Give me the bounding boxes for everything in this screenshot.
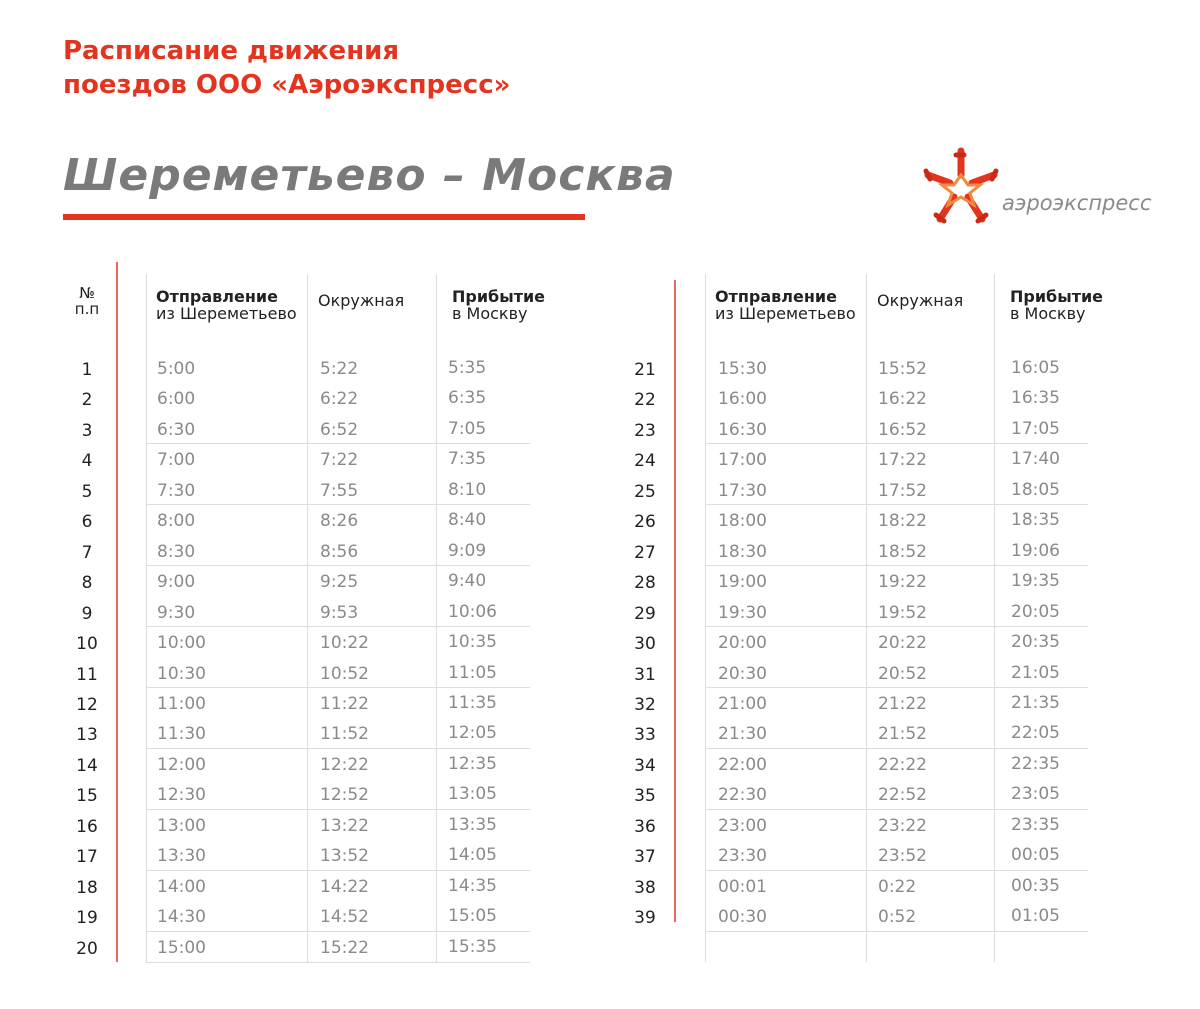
departure-time: 18:00	[718, 511, 767, 532]
okruzhnaya-time: 20:22	[878, 633, 927, 654]
row-number: 8	[81, 573, 93, 594]
arrival-time: 16:05	[1011, 358, 1060, 378]
column-header-departure	[715, 288, 856, 322]
departure-time: 6:00	[157, 389, 196, 410]
okruzhnaya-time: 9:25	[320, 572, 359, 593]
arrival-time: 13:35	[448, 814, 497, 835]
row-number: 21	[634, 360, 656, 380]
row-separator	[146, 809, 530, 810]
arrival-time: 22:05	[1011, 723, 1060, 744]
okruzhnaya-time: 10:52	[320, 663, 369, 684]
departure-time: 20:30	[718, 663, 767, 684]
okruzhnaya-time: 6:52	[320, 419, 359, 440]
header-line: Отправление	[156, 287, 278, 306]
arrival-time: 5:35	[448, 358, 487, 378]
row-separator	[146, 870, 530, 871]
row-separator	[705, 565, 1088, 566]
row-number: 32	[634, 694, 656, 715]
column-header-okruzhnaya	[318, 292, 404, 309]
number-header-line-2: п.п	[74, 300, 100, 318]
number-header	[67, 285, 107, 317]
departure-time: 12:30	[157, 785, 206, 806]
arrival-time: 00:35	[1011, 875, 1060, 896]
header-line: Отправление	[715, 287, 837, 306]
row-number: 22	[634, 390, 656, 411]
row-number: 16	[76, 816, 98, 837]
arrival-time: 14:05	[448, 845, 497, 866]
departure-time: 16:00	[718, 389, 767, 410]
departure-time: 17:00	[718, 450, 767, 471]
arrival-time: 12:35	[448, 753, 497, 774]
row-separator	[705, 687, 1088, 688]
departure-time: 8:00	[157, 511, 196, 532]
okruzhnaya-time: 9:53	[320, 602, 359, 623]
arrival-time: 9:09	[448, 540, 487, 561]
okruzhnaya-time: 18:22	[878, 511, 927, 532]
departure-time: 16:30	[718, 419, 767, 440]
row-number: 20	[76, 938, 98, 959]
arrival-time: 15:35	[448, 936, 497, 957]
okruzhnaya-time: 13:22	[320, 815, 369, 836]
departure-time: 19:30	[718, 602, 767, 623]
arrival-time: 16:35	[1011, 388, 1060, 409]
okruzhnaya-time: 11:22	[320, 693, 369, 714]
arrival-time: 22:35	[1011, 753, 1060, 774]
row-number: 9	[81, 603, 93, 624]
departure-time: 20:00	[718, 633, 767, 654]
column-header-arrival	[452, 288, 545, 322]
arrival-time: 10:35	[448, 632, 497, 653]
row-separator	[705, 443, 1088, 444]
okruzhnaya-time: 21:52	[878, 724, 927, 745]
document-heading	[63, 34, 510, 102]
arrival-time: 20:05	[1011, 601, 1060, 622]
arrival-time: 23:05	[1011, 784, 1060, 805]
header-line: в Москву	[452, 304, 528, 323]
heading-line-2: поездов ООО «Аэроэкспресс»	[63, 70, 511, 100]
departure-time: 18:30	[718, 541, 767, 562]
row-separator	[705, 809, 1088, 810]
arrival-time: 15:05	[448, 906, 497, 927]
okruzhnaya-time: 22:52	[878, 785, 927, 806]
number-header-line-1: №	[79, 284, 95, 302]
row-number: 25	[634, 481, 656, 502]
row-number: 39	[634, 908, 656, 929]
okruzhnaya-time: 0:52	[878, 907, 917, 928]
arrival-time: 11:35	[448, 692, 497, 713]
okruzhnaya-time: 5:22	[320, 359, 359, 379]
row-number: 2	[81, 390, 93, 411]
row-number: 26	[634, 512, 656, 533]
row-number: 37	[634, 847, 656, 868]
okruzhnaya-time: 10:22	[320, 633, 369, 654]
okruzhnaya-time: 22:22	[878, 754, 927, 775]
row-number: 12	[76, 694, 98, 715]
okruzhnaya-time: 14:52	[320, 907, 369, 928]
okruzhnaya-time: 7:22	[320, 450, 359, 471]
arrival-time: 14:35	[448, 875, 497, 896]
row-number: 3	[81, 420, 93, 441]
departure-time: 15:00	[157, 937, 206, 958]
row-number: 19	[76, 908, 98, 929]
row-number: 10	[76, 634, 98, 655]
logo-text: аэроэкспресс	[1002, 191, 1152, 215]
row-number: 34	[634, 755, 656, 776]
arrival-time: 10:06	[448, 601, 497, 622]
departure-time: 21:00	[718, 693, 767, 714]
okruzhnaya-time: 12:52	[320, 785, 369, 806]
arrival-time: 19:35	[1011, 571, 1060, 592]
departure-time: 00:01	[718, 876, 767, 897]
okruzhnaya-time: 11:52	[320, 724, 369, 745]
row-number: 14	[76, 755, 98, 776]
departure-time: 9:00	[157, 572, 196, 593]
departure-time: 6:30	[157, 419, 196, 440]
row-number: 24	[634, 451, 656, 472]
row-separator	[146, 687, 530, 688]
header-line: Окружная	[318, 291, 405, 310]
departure-time: 7:00	[157, 450, 196, 471]
departure-time: 15:30	[718, 359, 767, 379]
arrival-time: 18:35	[1011, 510, 1060, 531]
row-number: 35	[634, 786, 656, 807]
okruzhnaya-time: 15:52	[878, 359, 927, 379]
okruzhnaya-time: 21:22	[878, 693, 927, 714]
column-divider	[705, 274, 706, 962]
departure-time: 00:30	[718, 907, 767, 928]
arrival-time: 20:35	[1011, 632, 1060, 653]
red-divider	[674, 280, 676, 922]
row-number: 33	[634, 725, 656, 746]
arrival-time: 8:40	[448, 510, 487, 531]
okruzhnaya-time: 16:52	[878, 419, 927, 440]
okruzhnaya-time: 13:52	[320, 846, 369, 867]
header-line: из Шереметьево	[156, 304, 297, 323]
red-divider	[116, 262, 118, 962]
row-number: 4	[81, 451, 93, 472]
row-separator	[146, 748, 530, 749]
arrival-time: 12:05	[448, 723, 497, 744]
departure-time: 10:30	[157, 663, 206, 684]
row-separator	[146, 565, 530, 566]
row-number: 13	[76, 725, 98, 746]
column-header-arrival	[1010, 288, 1103, 322]
arrival-time: 19:06	[1011, 540, 1060, 561]
title-underline	[63, 214, 585, 220]
departure-time: 22:30	[718, 785, 767, 806]
column-divider	[994, 274, 995, 962]
arrival-time: 13:05	[448, 784, 497, 805]
row-separator	[146, 626, 530, 627]
arrival-time: 18:05	[1011, 479, 1060, 500]
row-number: 18	[76, 877, 98, 898]
arrival-time: 7:05	[448, 418, 487, 439]
departure-time: 14:30	[157, 907, 206, 928]
departure-time: 12:00	[157, 754, 206, 775]
arrival-time: 21:05	[1011, 662, 1060, 683]
row-separator	[146, 443, 530, 444]
departure-time: 21:30	[718, 724, 767, 745]
row-number: 31	[634, 664, 656, 685]
arrival-time: 11:05	[448, 662, 497, 683]
header-line: в Москву	[1010, 304, 1086, 323]
row-number: 36	[634, 816, 656, 837]
row-separator	[705, 504, 1088, 505]
arrival-time: 6:35	[448, 388, 487, 409]
departure-time: 14:00	[157, 876, 206, 897]
row-separator	[146, 931, 530, 932]
okruzhnaya-time: 23:52	[878, 846, 927, 867]
okruzhnaya-time: 19:52	[878, 602, 927, 623]
arrival-time: 17:40	[1011, 449, 1060, 470]
row-number: 30	[634, 634, 656, 655]
okruzhnaya-time: 12:22	[320, 754, 369, 775]
star-logo-icon	[920, 145, 1002, 225]
row-separator	[705, 931, 1088, 932]
column-divider	[307, 274, 308, 962]
route-title: Шереметьево – Москва	[63, 150, 676, 201]
okruzhnaya-time: 0:22	[878, 876, 917, 897]
header-line: из Шереметьево	[715, 304, 856, 323]
row-number: 23	[634, 420, 656, 441]
header-line: Прибытие	[1010, 287, 1104, 306]
row-number: 11	[76, 664, 98, 685]
okruzhnaya-time: 19:22	[878, 572, 927, 593]
arrival-time: 23:35	[1011, 814, 1060, 835]
departure-time: 5:00	[157, 359, 196, 379]
header-line: Прибытие	[452, 287, 546, 306]
okruzhnaya-time: 16:22	[878, 389, 927, 410]
okruzhnaya-time: 8:56	[320, 541, 359, 562]
aeroexpress-logo	[920, 145, 1160, 225]
row-number: 38	[634, 877, 656, 898]
row-separator	[705, 870, 1088, 871]
row-number: 27	[634, 542, 656, 563]
arrival-time: 21:35	[1011, 692, 1060, 713]
row-number: 1	[81, 360, 93, 380]
departure-time: 9:30	[157, 602, 196, 623]
departure-time: 22:00	[718, 754, 767, 775]
arrival-time: 01:05	[1011, 906, 1060, 927]
okruzhnaya-time: 17:52	[878, 480, 927, 501]
departure-time: 10:00	[157, 633, 206, 654]
departure-time: 13:30	[157, 846, 206, 867]
departure-time: 23:00	[718, 815, 767, 836]
departure-time: 13:00	[157, 815, 206, 836]
column-header-departure	[156, 288, 297, 322]
row-number: 29	[634, 603, 656, 624]
departure-time: 23:30	[718, 846, 767, 867]
okruzhnaya-time: 17:22	[878, 450, 927, 471]
arrival-time: 00:05	[1011, 845, 1060, 866]
column-divider	[436, 274, 437, 962]
row-number: 15	[76, 786, 98, 807]
departure-time: 11:30	[157, 724, 206, 745]
arrival-time: 8:10	[448, 479, 487, 500]
departure-time: 17:30	[718, 480, 767, 501]
row-separator	[705, 748, 1088, 749]
departure-time: 8:30	[157, 541, 196, 562]
okruzhnaya-time: 20:52	[878, 663, 927, 684]
row-number: 6	[81, 512, 93, 533]
column-header-okruzhnaya	[877, 292, 963, 309]
row-number: 17	[76, 847, 98, 868]
okruzhnaya-time: 7:55	[320, 480, 359, 501]
row-separator	[705, 626, 1088, 627]
okruzhnaya-time: 8:26	[320, 511, 359, 532]
header-line: Окружная	[877, 291, 964, 310]
okruzhnaya-time: 6:22	[320, 389, 359, 410]
okruzhnaya-time: 18:52	[878, 541, 927, 562]
departure-time: 11:00	[157, 693, 206, 714]
column-divider	[146, 274, 147, 962]
arrival-time: 7:35	[448, 449, 487, 470]
row-number: 28	[634, 573, 656, 594]
row-separator	[146, 962, 530, 963]
row-separator	[146, 504, 530, 505]
departure-time: 19:00	[718, 572, 767, 593]
departure-time: 7:30	[157, 480, 196, 501]
okruzhnaya-time: 23:22	[878, 815, 927, 836]
okruzhnaya-time: 15:22	[320, 937, 369, 958]
row-number: 5	[81, 481, 93, 502]
arrival-time: 9:40	[448, 571, 487, 592]
heading-line-1: Расписание движения	[63, 36, 400, 66]
row-number: 7	[81, 542, 93, 563]
okruzhnaya-time: 14:22	[320, 876, 369, 897]
column-divider	[866, 274, 867, 962]
arrival-time: 17:05	[1011, 418, 1060, 439]
